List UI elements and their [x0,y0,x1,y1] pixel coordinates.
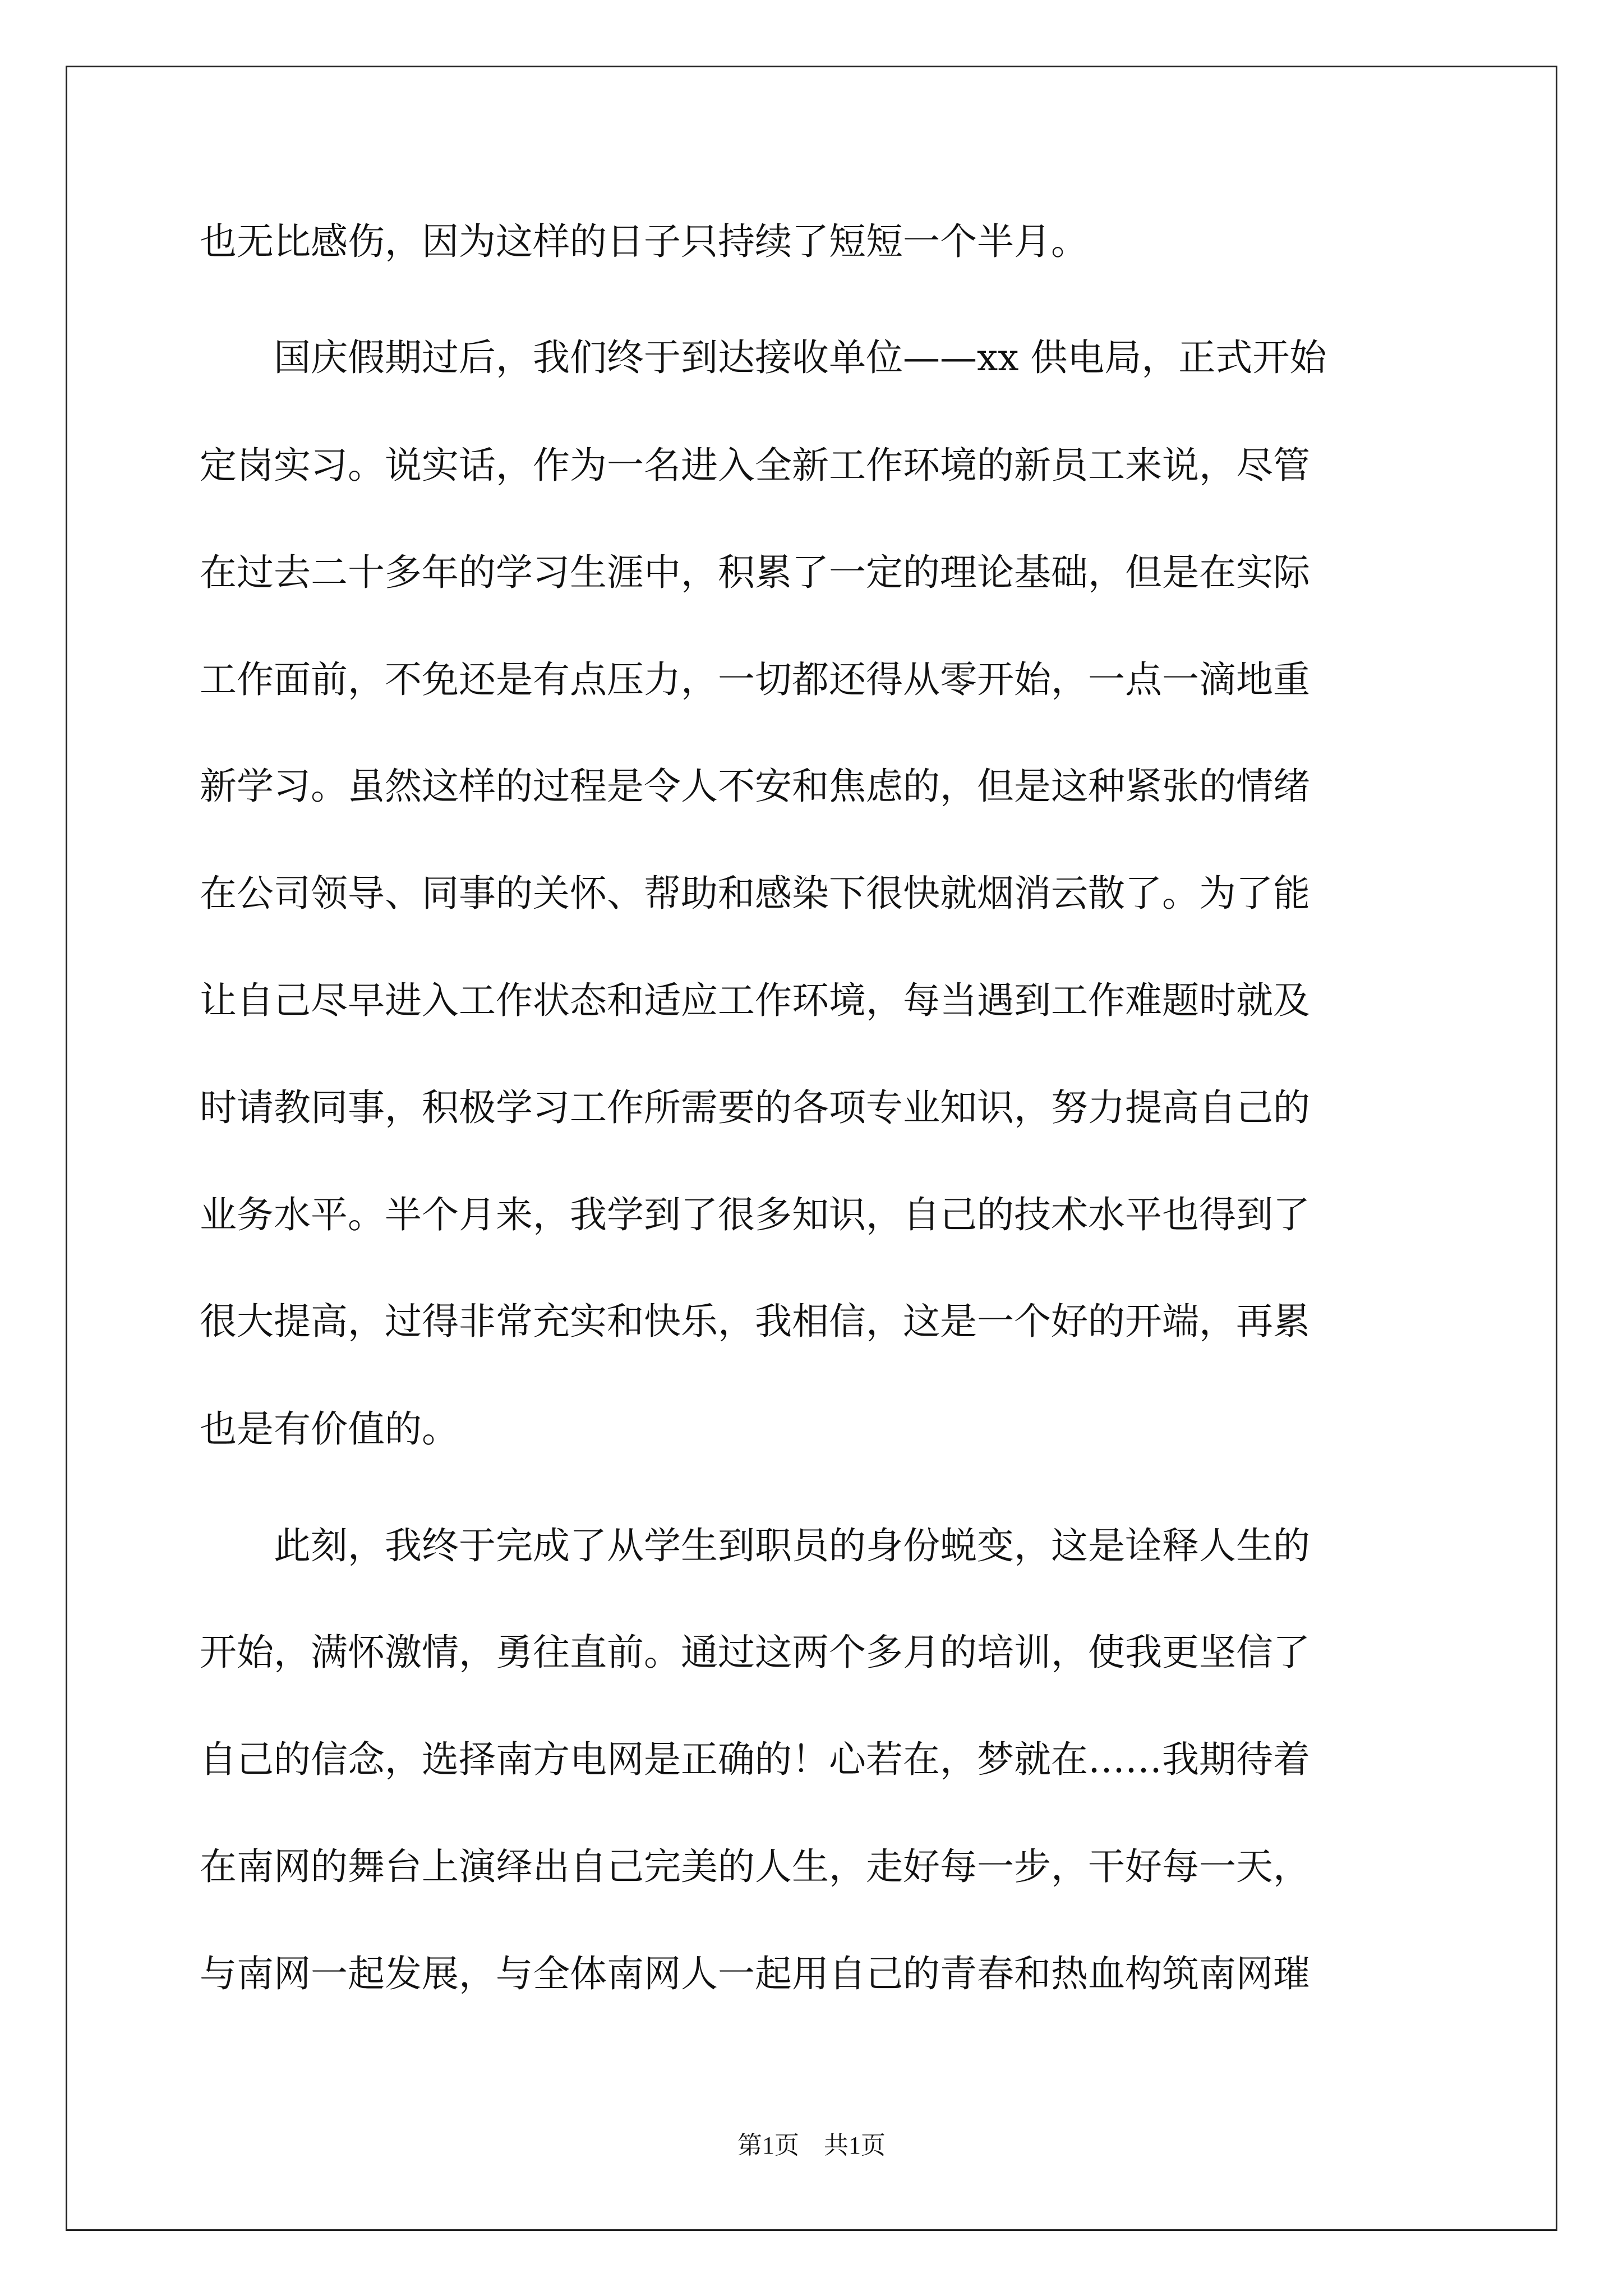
text-line: 此刻，我终于完成了从学生到职员的身份蜕变，这是诠释人生的 [200,1524,1310,1567]
text-line: 在南网的舞台上演绎出自己完美的人生，走好每一步，干好每一天， [200,1845,1310,1888]
text-line: 让自己尽早进入工作状态和适应工作环境，每当遇到工作难题时就及 [200,979,1310,1022]
text-line: 在公司领导、同事的关怀、帮助和感染下很快就烟消云散了。为了能 [200,872,1310,915]
page-border [66,66,1557,2231]
text-line: 很大提高，过得非常充实和快乐，我相信，这是一个好的开端，再累 [200,1300,1310,1343]
page-footer: 第1页 共1页 [737,2132,886,2159]
text-line: 新学习。虽然这样的过程是令人不安和焦虑的，但是这种紧张的情绪 [200,765,1310,808]
text-line: 开始，满怀激情，勇往直前。通过这两个多月的培训，使我更坚信了 [200,1631,1310,1674]
text-line: 国庆假期过后，我们终于到达接收单位——xx 供电局，正式开始 [200,336,1327,379]
text-line: 时请教同事，积极学习工作所需要的各项专业知识，努力提高自己的 [200,1086,1310,1129]
text-line: 在过去二十多年的学习生涯中，积累了一定的理论基础，但是在实际 [200,551,1310,594]
text-line: 业务水平。半个月来，我学到了很多知识，自己的技术水平也得到了 [200,1193,1310,1236]
text-line: 定岗实习。说实话，作为一名进入全新工作环境的新员工来说，尽管 [200,444,1310,487]
text-line: 工作面前，不免还是有点压力，一切都还得从零开始，一点一滴地重 [200,658,1310,701]
text-line: 与南网一起发展，与全体南网人一起用自己的青春和热血构筑南网璀 [200,1952,1310,1995]
text-line: 也是有价值的。 [200,1407,459,1451]
text-line: 也无比感伤，因为这样的日子只持续了短短一个半月。 [200,220,1088,263]
text-line: 自己的信念，选择南方电网是正确的！心若在，梦就在……我期待着 [200,1738,1310,1781]
